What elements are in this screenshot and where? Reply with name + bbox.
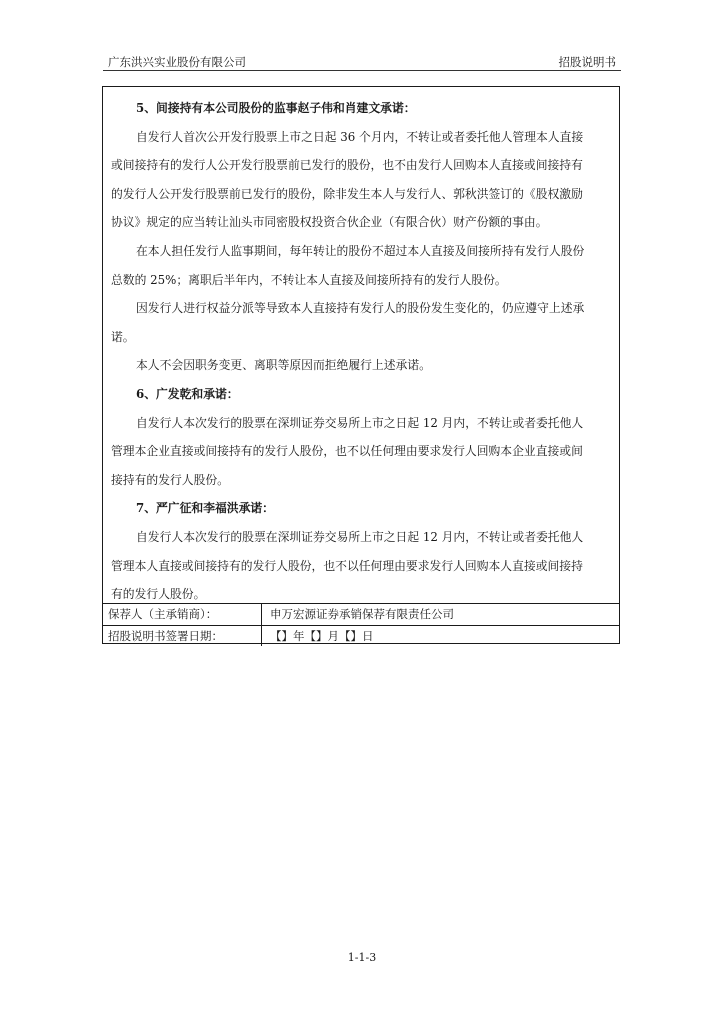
signature-value: 【】年【】月【】日 <box>270 628 374 643</box>
text-line: 接持有的发行人股份。 <box>111 472 229 487</box>
signature-label: 保荐人（主承销商）： <box>102 604 262 625</box>
text-line: 在本人担任发行人监事期间，每年转让的股份不超过本人直接及间接所持有发行人股份 <box>136 243 585 258</box>
page-number: 1-1-3 <box>347 951 377 964</box>
text-line: 有的发行人股份。 <box>111 587 206 602</box>
text-line: 本人不会因职务变更、离职等原因而拒绝履行上述承诺。 <box>136 358 431 373</box>
section-heading: 6、广发乾和承诺： <box>136 386 239 401</box>
text-line: 管理本企业直接或间接持有的发行人股份，也不以任何理由要求发行人回购本企业直接或间 <box>111 444 583 459</box>
section-heading: 7、严广征和李福洪承诺： <box>136 501 274 516</box>
header-document-type: 招股说明书 <box>558 55 616 69</box>
text-line: 因发行人进行权益分派等导致本人直接持有发行人的股份发生变化的，仍应遵守上述承 <box>136 301 585 316</box>
text-line: 的发行人公开发行股票前已发行的股份，除非发生本人与发行人、郭秋洪签订的《股权激励 <box>111 186 583 201</box>
header-company-name: 广东洪兴实业股份有限公司 <box>108 55 246 69</box>
text-line: 或间接持有的发行人公开发行股票前已发行的股份，也不由发行人回购本人直接或间接持有 <box>111 158 583 173</box>
section-heading: 5、间接持有本公司股份的监事赵子伟和肖建文承诺： <box>136 101 416 115</box>
text-line: 协议》规定的应当转让汕头市同密股权投资合伙企业（有限合伙）财产份额的事由。 <box>111 215 548 230</box>
header-rule <box>103 70 621 71</box>
signature-row <box>102 604 620 625</box>
signature-row <box>102 625 620 647</box>
text-line: 自发行人本次发行的股票在深圳证券交易所上市之日起 12 月内，不转让或者委托他人 <box>136 415 584 430</box>
signature-label: 招股说明书签署日期： <box>102 626 262 647</box>
signature-table <box>102 603 620 646</box>
commitment-text <box>111 94 613 609</box>
text-line: 自发行人本次发行的股票在深圳证券交易所上市之日起 12 月内，不转让或者委托他人 <box>136 529 584 544</box>
text-line: 管理本人直接或间接持有的发行人股份，也不以任何理由要求发行人回购本人直接或间接持 <box>111 558 583 573</box>
text-line: 诺。 <box>111 329 135 344</box>
commitment-box <box>102 86 620 644</box>
signature-value: 申万宏源证券承销保荐有限责任公司 <box>270 607 454 621</box>
text-line: 自发行人首次公开发行股票上市之日起 36 个月内，不转让或者委托他人管理本人直接 <box>136 129 584 144</box>
text-line: 总数的 25%；离职后半年内，不转让本人直接及间接所持有的发行人股份。 <box>111 272 507 287</box>
